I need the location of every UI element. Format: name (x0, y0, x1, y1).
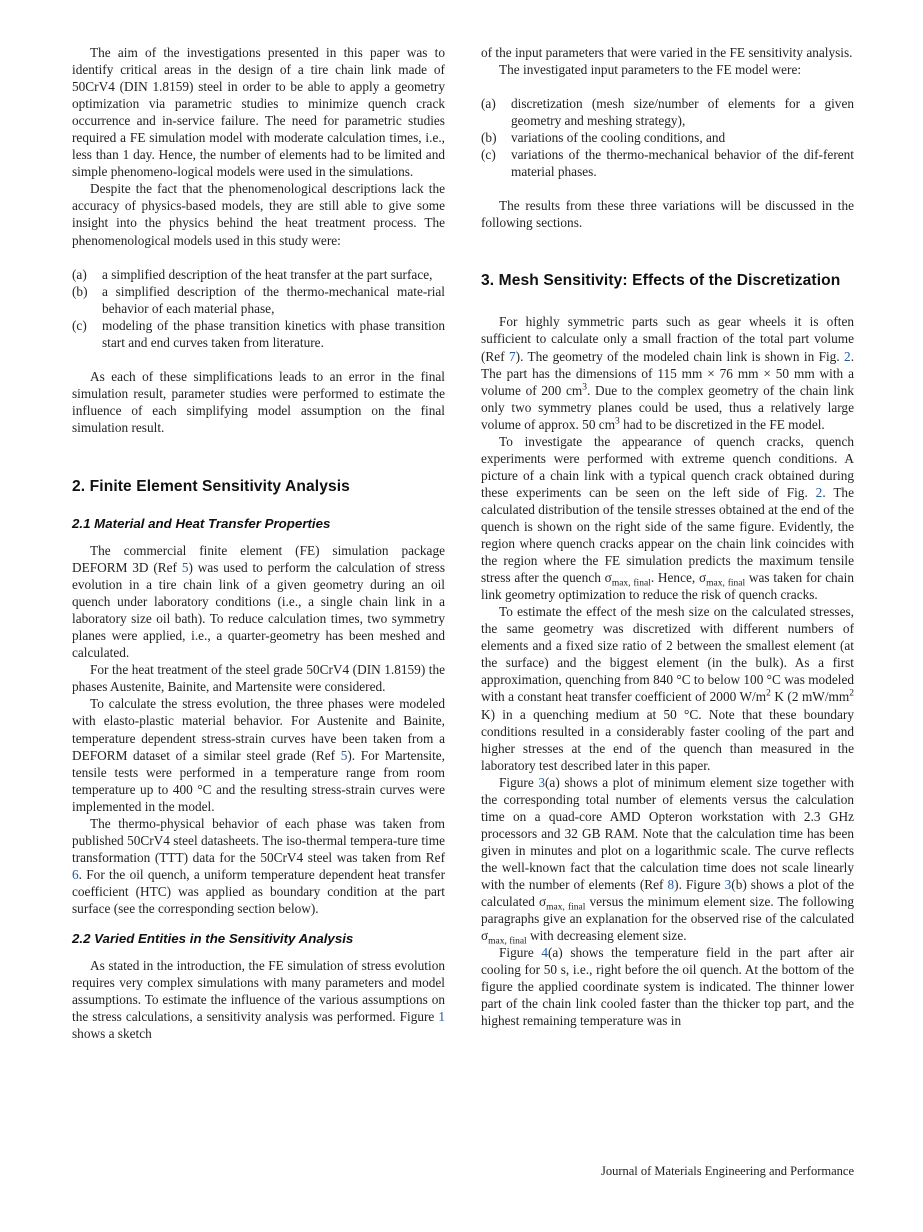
inputs-intro-paragraph: The investigated input parameters to the FE model were: (499, 62, 802, 78)
list-item (72, 317, 445, 351)
list-item (481, 129, 854, 146)
journal-footer: Journal of Materials Engineering and Performance (600, 1164, 854, 1178)
s21-paragraph-1: The commercial finite element (FE) simulation package DEFORM 3D (Ref 5) was used to perform the calculation of stress evolution in a tire chain link of a given geometry during an oil quench under laboratory conditions (i.e., a single chain link in a laboratory size oil bath). To reduce calculation times, two symmetry planes were applied, i.e., a quarter-geometry has been meshed and calculated. (72, 542, 446, 661)
s21-paragraph-3: To calculate the stress evolution, the three phases were modeled with elasto-plastic material behavior. For Austenite and Bainite, temperature dependent stress-strain curves have been taken from a DEFORM dataset of a similar steel grade (Ref 5). For Martensite, tensile tests were performed in a temperature range from room temperature up to 400 °C and the resulting stress-strain curves were implemented in the model. (72, 696, 446, 814)
reference-link[interactable]: 5 (181, 560, 189, 576)
section-3-heading: 3. Mesh Sensitivity: Effects of the Discretization (481, 272, 841, 290)
reference-link[interactable]: 8 (667, 876, 675, 892)
s3-paragraph-2: To investigate the appearance of quench cracks, quench experiments were performed with extreme quench conditions. A picture of a chain link with a typical quench crack obtained during these experiments can be seen on the left side of Fig. 2. The calculated distribution of the tensile stresses obtained at the end of the quench is shown on the right side of the same figure. Evidently, the region where quench cracks appear on the chain link coincides with the region where the FE simulation predicts the maximum tensile stress after the quench $\sigma_{max, final}$. Hence, $\sigma_{max, final}$ was taken for chain link geometry optimization to reduce the risk of quench cracks. (481, 433, 855, 603)
list-label: (b) (72, 283, 88, 299)
figure-link[interactable]: 3 (724, 876, 732, 892)
right-column (481, 44, 854, 1029)
list-item (481, 95, 854, 129)
list-text: a simplified description of the thermo-mechanical mate-rial behavior of each material phase, (102, 283, 445, 316)
figure-link[interactable]: 2 (815, 484, 823, 500)
left-column (72, 44, 445, 1042)
figure-link[interactable]: 3 (538, 774, 545, 790)
section-2-heading: 2. Finite Element Sensitivity Analysis (72, 477, 350, 495)
intro-paragraph-3: As each of these simplifications leads to an error in the final simulation result, parameter studies were performed to estimate the influence of each simplifying model assumption on the final simulation result. (72, 368, 445, 435)
figure-link[interactable]: 4 (541, 945, 548, 961)
inputs-summary-paragraph: The results from these three variations will be discussed in the following sections. (481, 198, 854, 231)
list-label: (b) (481, 130, 497, 146)
list-label: (a) (481, 96, 496, 112)
subsection-2-1-heading: 2.1 Material and Heat Transfer Properties (72, 515, 331, 531)
list-text: discretization (mesh size/number of elements for a given geometry and meshing strategy), (511, 96, 854, 129)
s22-paragraph-1: As stated in the introduction, the FE simulation of stress evolution requires very complex simulations with many parameters and model assumptions. To estimate the influence of the various assumptions on the stress calculations, a sensitivity analysis was performed. Figure 1 shows a sketch (72, 958, 445, 1042)
intro-paragraph-1: The aim of the investigations presented in this paper was to identify critical areas in the design of a tire chain link made of 50CrV4 (DIN 1.8159) steel in order to be able to apply a geometry optimization via parametric studies to minimize quench crack occurrence and in-service failure. The need for parametric studies required a FE simulation model with moderate calculation times, i.e., less than 1 day. Hence, the number of elements had to be limited and simple phenomeno-logical models were used in the simulations. (72, 45, 445, 180)
subsection-2-2-heading: 2.2 Varied Entities in the Sensitivity Analysis (72, 931, 354, 947)
figure-link[interactable]: 1 (438, 1009, 445, 1025)
list-text: variations of the cooling conditions, and (511, 130, 726, 146)
list-label: (c) (481, 147, 496, 163)
reference-link[interactable]: 6 (72, 866, 79, 882)
list-label: (c) (72, 317, 87, 333)
s21-paragraph-2: For the heat treatment of the steel grade 50CrV4 (DIN 1.8159) the phases Austenite, Bainite, and Martensite were considered. (72, 662, 445, 695)
s3-paragraph-4: Figure 3(a) shows a plot of minimum element size together with the corresponding total number of elements versus the calculation time on a quad-core AMD Opteron workstation with 2.3 GHz processors and 32 GB RAM. Note that the calculation time has been given in minutes and plot on a logarithmic scale. The curve reflects the well-known fact that the calculation time does not scale linearly with the number of elements (Ref 8). Figure 3(b) shows a plot of the calculated $\sigma_{max, final}$ versus the minimum element size. The following paragraphs give an explanation for the observed rise of the calculated $\sigma_{max, final}$ with decreasing element size. (481, 774, 854, 947)
reference-link[interactable]: 7 (509, 348, 516, 364)
s3-paragraph-3: To estimate the effect of the mesh size on the calculated stresses, the same geometry was discretized with different numbers of elements and a fixed size ratio of 2 between the smallest element (at the surface) and the biggest element (in the bulk). As a first approximation, quenching from 840 °C to below 100 °C was modeled with a constant heat transfer coefficient of 2000 $W/m^2$ K (2 $mW/mm^2$ K) in a quenching medium at 50 °C. Note that these boundary conditions resulted in a considerably faster cooling of the part and higher stresses at the end of the quench than measured in the laboratory test described later in this paper. (481, 604, 854, 773)
continued-paragraph: of the input parameters that were varied in the FE sensitivity analysis. (481, 45, 853, 60)
list-item (72, 283, 445, 317)
list-item (481, 146, 854, 180)
s21-paragraph-4: The thermo-physical behavior of each phase was taken from published 50CrV4 steel datasheets. The iso-thermal tempera-ture time transformation (TTT) data for the 50CrV4 steel was taken from Ref 6. For the oil quench, a uniform temperature dependent heat transfer coefficient (HTC) was applied as boundary condition at the part surface (see the corresponding section below). (72, 815, 445, 916)
list-label: (a) (72, 266, 87, 282)
inputs-list (481, 95, 854, 180)
figure-link[interactable]: 2 (844, 348, 851, 364)
list-text: variations of the thermo-mechanical behavior of the dif-ferent material phases. (511, 147, 854, 180)
s3-paragraph-1: For highly symmetric parts such as gear wheels it is often sufficient to calculate only a small fraction of the total part volume (Ref 7). The geometry of the modeled chain link is shown in Fig. 2. The part has the dimensions of 115 mm × 76 mm × 50 mm with a volume of 200 $cm^3$. Due to the complex geometry of the chain link only two symmetry planes could be used, thus a relatively large volume of approx. 50 $cm^3$ had to be discretized in the FE model. (481, 314, 855, 432)
s3-paragraph-5: Figure 4(a) shows the temperature field in the part after air cooling for 50 s, i.e., right before the oil quench. At the bottom of the figure the applied coordinate system is indicated. The thinner lower part of the chain link cooled faster than the thicker top part, and the highest remaining temperature was in (481, 945, 854, 1029)
intro-paragraph-2: Despite the fact that the phenomenological descriptions lack the accuracy of physics-based models, they are still able to give some insight into the physics behind the heat treatment process. The phenomenological models used in this study were: (72, 181, 445, 248)
models-list (72, 266, 445, 351)
list-text: a simplified description of the heat transfer at the part surface, (102, 266, 433, 282)
list-text: modeling of the phase transition kinetics with phase transition start and end curves taken from literature. (102, 317, 445, 350)
reference-link[interactable]: 5 (340, 747, 348, 763)
list-item (72, 266, 445, 283)
